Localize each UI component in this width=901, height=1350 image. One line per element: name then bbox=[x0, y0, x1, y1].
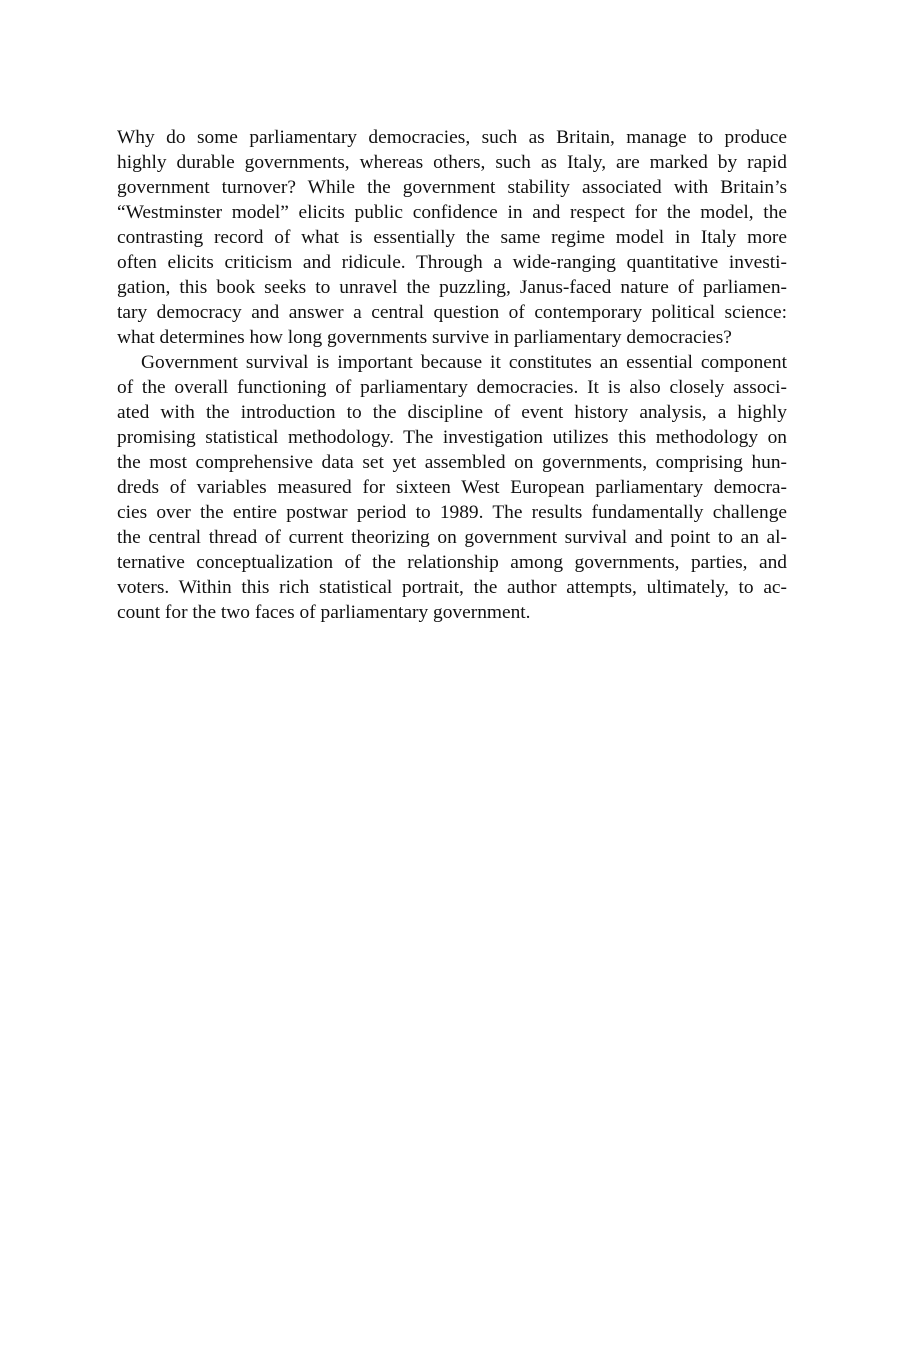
text-line: the central thread of current theorizing on government survival and point to an al- bbox=[117, 527, 787, 548]
text-line: Government survival is important because it constitutes an essential component bbox=[141, 352, 787, 373]
paragraph-1 bbox=[117, 125, 787, 350]
text-line: often elicits criticism and ridicule. Through a wide-ranging quantitative investi- bbox=[117, 252, 787, 273]
text-line: promising statistical methodology. The investigation utilizes this methodology on bbox=[117, 427, 787, 448]
text-line: gation, this book seeks to unravel the puzzling, Janus-faced nature of parliamen- bbox=[117, 277, 787, 298]
text-line: “Westminster model” elicits public confidence in and respect for the model, the bbox=[117, 202, 787, 223]
body-text bbox=[117, 125, 787, 625]
text-line: of the overall functioning of parliamentary democracies. It is also closely associ- bbox=[117, 377, 787, 398]
paragraph-2 bbox=[117, 350, 787, 625]
text-line: what determines how long governments survive in parliamentary democracies? bbox=[117, 327, 732, 348]
text-line: highly durable governments, whereas others, such as Italy, are marked by rapid bbox=[117, 152, 787, 173]
text-line: dreds of variables measured for sixteen West European parliamentary democra- bbox=[117, 477, 787, 498]
text-line: tary democracy and answer a central question of contemporary political science: bbox=[117, 302, 787, 323]
text-line: ternative conceptualization of the relationship among governments, parties, and bbox=[117, 552, 787, 573]
text-line: count for the two faces of parliamentary government. bbox=[117, 602, 531, 623]
text-line: voters. Within this rich statistical portrait, the author attempts, ultimately, to ac- bbox=[117, 577, 787, 598]
text-line: contrasting record of what is essentially the same regime model in Italy more bbox=[117, 227, 787, 248]
text-line: Why do some parliamentary democracies, such as Britain, manage to produce bbox=[117, 127, 787, 148]
text-line: government turnover? While the government stability associated with Britain’s bbox=[117, 177, 787, 198]
text-line: the most comprehensive data set yet assembled on governments, comprising hun- bbox=[117, 452, 787, 473]
text-line: ated with the introduction to the discipline of event history analysis, a highly bbox=[117, 402, 787, 423]
text-line: cies over the entire postwar period to 1989. The results fundamentally challenge bbox=[117, 502, 787, 523]
